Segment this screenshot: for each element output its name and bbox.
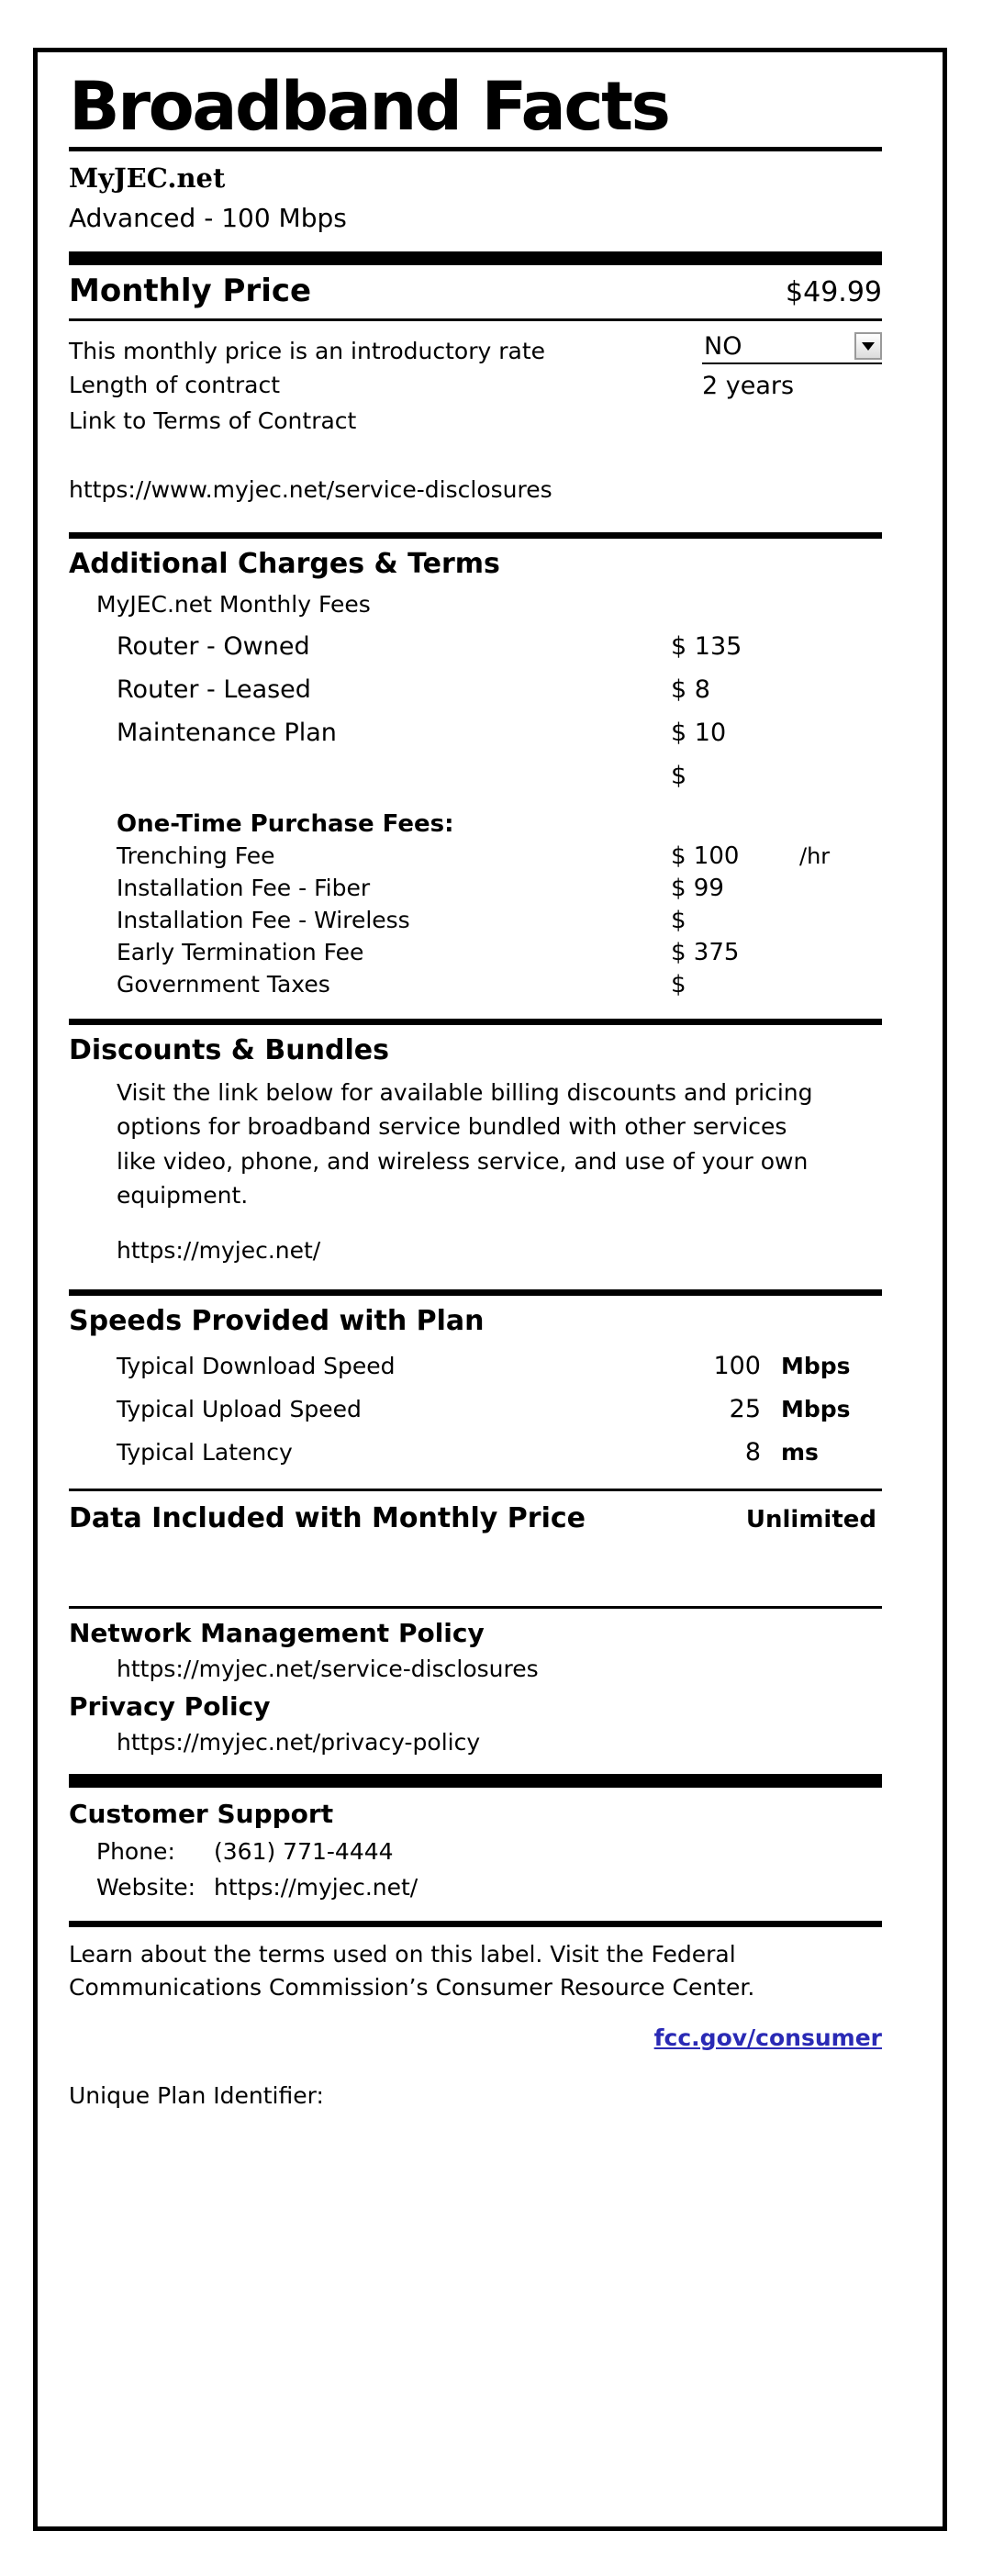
speed-unit: ms [781, 1438, 819, 1466]
broadband-facts-label [33, 48, 947, 2531]
divider-speeds [69, 1289, 882, 1296]
discounts-heading: Discounts & Bundles [69, 1033, 389, 1066]
speed-name: Typical Download Speed [117, 1352, 396, 1379]
speed-row [69, 1438, 882, 1466]
onetime-fee-row [69, 842, 882, 870]
support-website-row [69, 1874, 882, 1901]
data-included-value: Unlimited [745, 1505, 876, 1533]
support-phone-label: Phone: [96, 1837, 175, 1865]
support-website-label: Website: [96, 1873, 196, 1901]
monthly-price-label: Monthly Price [69, 272, 312, 309]
monthly-price-value: $49.99 [786, 275, 882, 308]
chevron-down-icon[interactable] [854, 332, 882, 360]
divider-under-price [69, 318, 882, 321]
speed-unit: Mbps [781, 1395, 851, 1422]
intro-rate-value: NO [704, 331, 742, 361]
onetime-fee-name: Government Taxes [117, 970, 330, 998]
intro-rate-select[interactable] [702, 332, 882, 364]
speed-row [69, 1395, 882, 1423]
page-title: Broadband Facts [69, 72, 882, 151]
footnote-text: Learn about the terms used on this label. Visit the Federal Communications Commission’s Consumer Resource Center. [69, 1940, 755, 2001]
provider-name: MyJEC.net [69, 162, 226, 194]
onetime-fee-unit: /hr [799, 842, 831, 869]
fcc-consumer-link[interactable]: fcc.gov/consumer [653, 2024, 882, 2052]
fee-name: Maintenance Plan [117, 718, 337, 747]
onetime-fee-amount: $ 99 [671, 874, 724, 902]
divider-charges [69, 532, 882, 539]
monthly-price-row [69, 273, 882, 309]
speed-value: 100 [713, 1351, 761, 1380]
support-phone-value: (361) 771-4444 [214, 1837, 394, 1865]
speed-value: 8 [744, 1437, 761, 1466]
divider-discounts [69, 1019, 882, 1025]
fee-amount: $ 10 [671, 718, 727, 747]
contract-length-row [69, 372, 882, 400]
onetime-fee-amount: $ 100 [671, 842, 740, 870]
fee-amount: $ 135 [671, 631, 742, 661]
speed-value: 25 [729, 1394, 761, 1423]
onetime-fee-amount: $ 375 [671, 938, 740, 966]
onetime-fee-amount: $ [671, 906, 686, 934]
onetime-fee-row [69, 971, 882, 998]
support-phone-row [69, 1838, 882, 1865]
fee-row [69, 675, 882, 704]
speed-name: Typical Upload Speed [117, 1395, 362, 1422]
privacy-policy-heading: Privacy Policy [69, 1690, 271, 1722]
onetime-fee-name: Early Termination Fee [117, 938, 364, 965]
speed-row [69, 1352, 882, 1380]
onetime-fees-heading: One-Time Purchase Fees: [117, 809, 454, 838]
fee-row [69, 632, 882, 661]
intro-rate-label: This monthly price is an introductory rate [69, 337, 546, 364]
contract-length-value: 2 years [702, 371, 795, 400]
speeds-heading: Speeds Provided with Plan [69, 1304, 485, 1337]
divider-network [69, 1606, 882, 1609]
label-content [69, 68, 913, 2110]
fee-row [69, 762, 882, 790]
support-website-value[interactable]: https://myjec.net/ [214, 1873, 418, 1901]
speed-unit: Mbps [781, 1352, 851, 1379]
discounts-url[interactable]: https://myjec.net/ [117, 1236, 321, 1264]
privacy-policy-url[interactable]: https://myjec.net/privacy-policy [117, 1728, 481, 1756]
plan-name: Advanced - 100 Mbps [69, 202, 347, 233]
fee-row [69, 719, 882, 747]
onetime-fee-row [69, 939, 882, 966]
onetime-fee-amount: $ [671, 970, 686, 998]
divider-data [69, 1489, 882, 1491]
fee-name: Router - Owned [117, 631, 310, 661]
network-policy-url[interactable]: https://myjec.net/service-disclosures [117, 1655, 539, 1682]
intro-rate-row [69, 332, 882, 364]
charges-heading: Additional Charges & Terms [69, 547, 500, 580]
onetime-fee-row [69, 875, 882, 902]
data-included-heading: Data Included with Monthly Price [69, 1501, 586, 1534]
fee-amount: $ [671, 761, 687, 790]
terms-url[interactable]: https://www.myjec.net/service-disclosures [69, 475, 552, 503]
discounts-text: Visit the link below for available billing discounts and pricing options for broadband service bundled with other services like video, phone, and wireless service, and use of your own equipment. [117, 1078, 813, 1210]
fee-amount: $ 8 [671, 675, 710, 704]
customer-support-heading: Customer Support [69, 1798, 334, 1829]
unique-plan-identifier-label: Unique Plan Identifier: [69, 2082, 324, 2110]
terms-link-label: Link to Terms of Contract [69, 407, 357, 434]
monthly-fees-heading: MyJEC.net Monthly Fees [96, 590, 371, 618]
network-policy-heading: Network Management Policy [69, 1617, 485, 1648]
contract-length-label: Length of contract [69, 371, 281, 398]
divider-thick-top [69, 251, 882, 265]
divider-support [69, 1774, 882, 1788]
fee-name: Router - Leased [117, 675, 311, 704]
onetime-fee-name: Installation Fee - Fiber [117, 874, 371, 901]
divider-footnote [69, 1921, 882, 1927]
speed-name: Typical Latency [117, 1438, 293, 1466]
onetime-fee-name: Trenching Fee [117, 842, 275, 869]
onetime-fee-row [69, 907, 882, 934]
onetime-fee-name: Installation Fee - Wireless [117, 906, 410, 933]
data-included-row [69, 1502, 882, 1534]
